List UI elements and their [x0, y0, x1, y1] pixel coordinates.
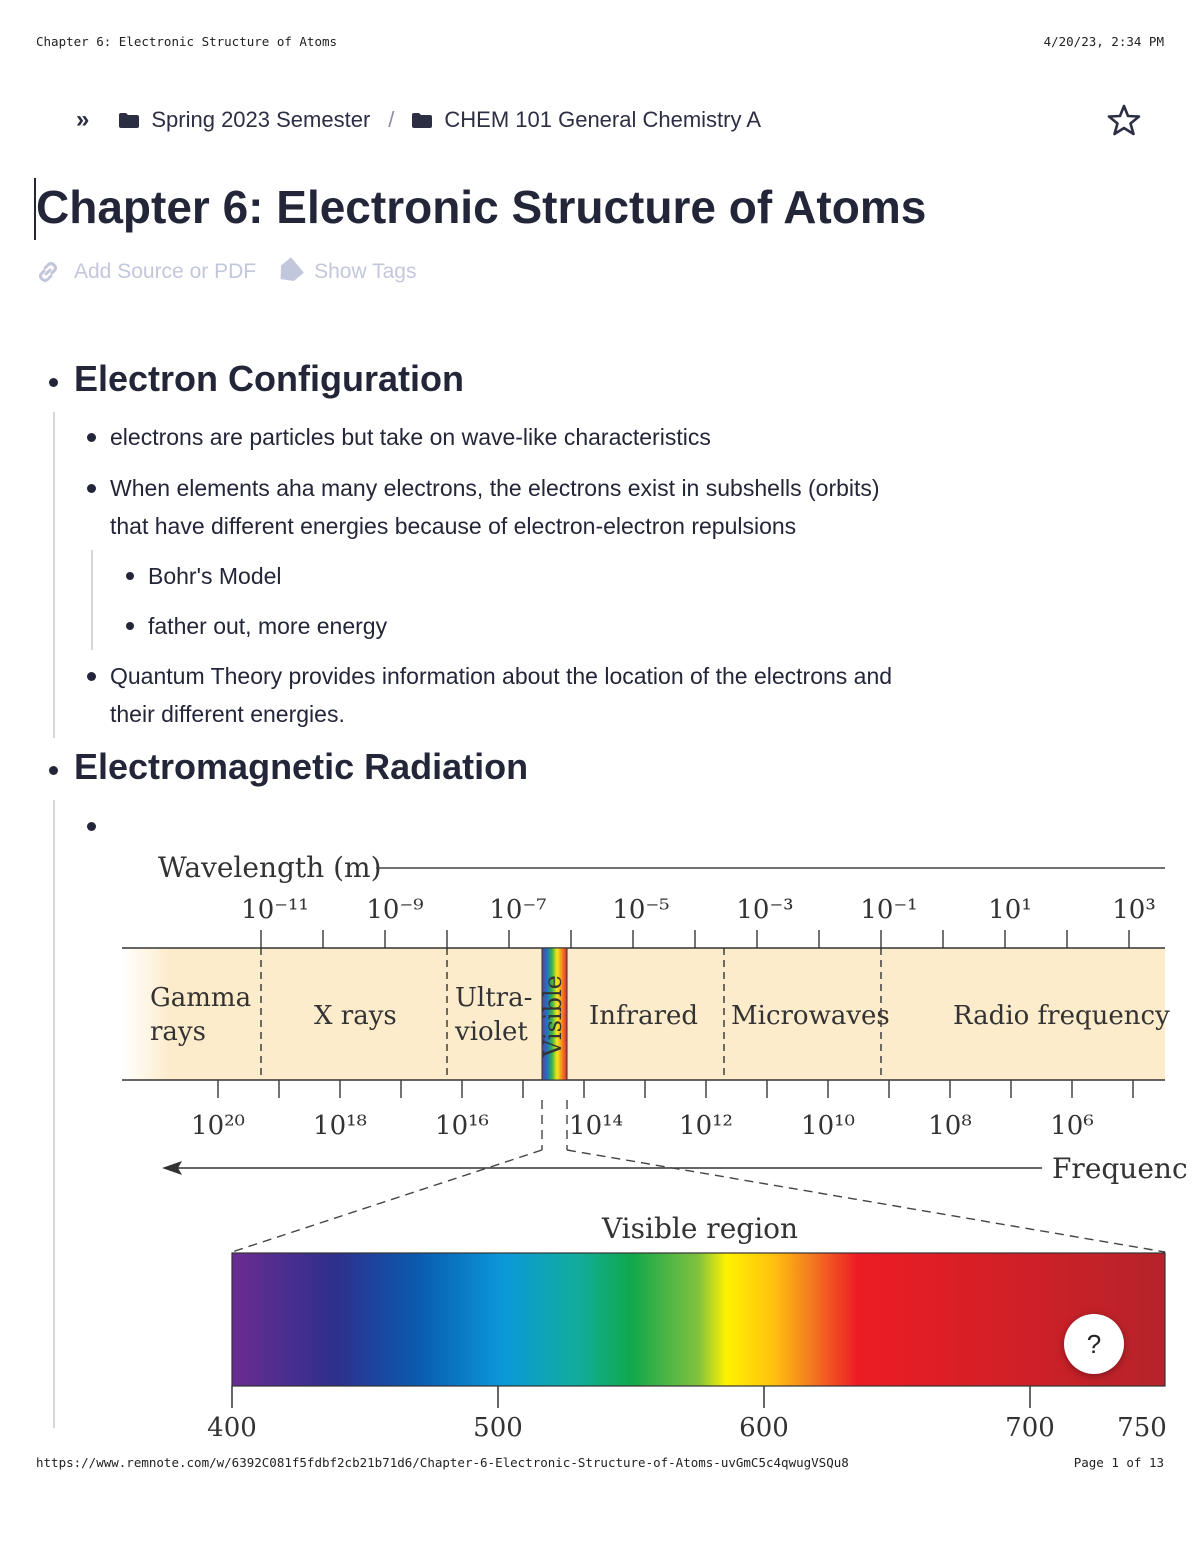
sub-bullet-text[interactable]: father out, more energy: [148, 613, 388, 639]
breadcrumb-separator: /: [388, 107, 395, 132]
region-label-gamma-line2: rays: [150, 1017, 206, 1047]
visible-tick-label: 700: [1005, 1413, 1055, 1443]
frequency-tick-marks: [218, 1080, 1133, 1098]
region-label-xrays: X rays: [314, 1001, 397, 1031]
print-footer-page: Page 1 of 13: [1073, 1455, 1164, 1470]
indent-guide: [53, 412, 55, 738]
page-title[interactable]: Chapter 6: Electronic Structure of Atoms: [36, 181, 927, 233]
visible-tick-label: 600: [739, 1413, 789, 1443]
frequency-tick-label: 10²⁰: [191, 1111, 245, 1141]
wavelength-tick-label: 10⁻¹: [860, 895, 918, 925]
section-heading-electron-configuration[interactable]: Electron Configuration: [74, 358, 464, 399]
link-icon: [36, 260, 60, 284]
frequency-axis-label: Frequenc: [1052, 1152, 1188, 1185]
show-tags-button[interactable]: [276, 260, 416, 284]
wavelength-tick-label: 10⁻¹¹: [241, 895, 309, 925]
star-icon[interactable]: [1106, 102, 1142, 138]
wavelength-tick-label: 10⁻⁹: [366, 895, 424, 925]
bullet-dot[interactable]: [126, 572, 134, 580]
bullet-dot[interactable]: [87, 672, 96, 681]
breadcrumb: [76, 104, 761, 136]
visible-tick-label: 500: [473, 1413, 523, 1443]
bullet-text-continued[interactable]: that have different energies because of electron-electron repulsions: [110, 513, 797, 539]
bullet-dot[interactable]: [49, 766, 58, 775]
visible-tick-label: 400: [207, 1413, 257, 1443]
breadcrumb-item-semester[interactable]: [119, 107, 370, 133]
wavelength-tick-label: 10⁻⁷: [489, 895, 547, 925]
folder-icon: [119, 113, 139, 128]
wavelength-axis-label: Wavelength (m): [158, 851, 382, 884]
frequency-tick-label: 10¹²: [679, 1111, 733, 1141]
bullet-dot[interactable]: [87, 484, 96, 493]
region-label-ultraviolet-line2: violet: [455, 1017, 528, 1047]
frequency-tick-label: 10¹⁶: [435, 1111, 489, 1141]
bullet-text[interactable]: Quantum Theory provides information about the location of the electrons and: [110, 663, 893, 689]
wavelength-ticks: [241, 895, 1156, 925]
frequency-tick-label: 10⁸: [928, 1111, 972, 1141]
wavelength-tick-marks: [261, 930, 1129, 948]
region-label-radio: Radio frequency: [953, 1001, 1170, 1031]
visible-ticks: [207, 1413, 1167, 1443]
help-button[interactable]: ?: [1064, 1314, 1124, 1374]
breadcrumb-label: CHEM 101 General Chemistry A: [444, 107, 762, 132]
wavelength-tick-label: 10⁻⁵: [612, 895, 670, 925]
add-source-button[interactable]: [36, 260, 256, 284]
visible-tick-marks: [232, 1386, 1030, 1408]
bullet-dot[interactable]: [87, 822, 96, 831]
wavelength-tick-label: 10¹: [988, 895, 1032, 925]
breadcrumb-item-course[interactable]: [412, 107, 761, 133]
print-header-title: Chapter 6: Electronic Structure of Atoms: [36, 34, 338, 49]
bullet-dot[interactable]: [87, 433, 96, 442]
visible-spectrum-bar: [232, 1253, 1165, 1386]
gamma-fade: [122, 948, 170, 1080]
frequency-tick-label: 10¹⁸: [313, 1111, 367, 1141]
visible-region-label: Visible region: [601, 1212, 799, 1245]
bullet-text[interactable]: electrons are particles but take on wave-like characteristics: [110, 424, 711, 450]
frequency-tick-label: 10¹⁴: [569, 1111, 623, 1141]
bullet-dot[interactable]: [126, 622, 134, 630]
electromagnetic-spectrum-figure: [0, 840, 1188, 1443]
expand-sidebar-icon[interactable]: »: [76, 106, 90, 133]
document-actions: [36, 260, 416, 284]
bullet-text-continued[interactable]: their different energies.: [110, 701, 345, 727]
sub-bullet-text[interactable]: Bohr's Model: [148, 563, 282, 589]
visible-tick-label: 750: [1117, 1413, 1167, 1443]
region-label-microwaves: Microwaves: [731, 1001, 890, 1031]
region-label-visible: Visible: [539, 975, 567, 1057]
print-header-datetime: 4/20/23, 2:34 PM: [1043, 34, 1164, 49]
tag-icon: [276, 260, 302, 284]
breadcrumb-label: Spring 2023 Semester: [151, 107, 371, 132]
region-label-gamma: Gamma: [150, 983, 252, 1013]
region-label-ultraviolet: Ultra-: [455, 983, 533, 1013]
wavelength-tick-label: 10⁻³: [736, 895, 794, 925]
section-heading-electromagnetic-radiation[interactable]: Electromagnetic Radiation: [74, 746, 529, 787]
wavelength-tick-label: 10³: [1112, 895, 1156, 925]
bullet-dot[interactable]: [49, 378, 58, 387]
frequency-tick-label: 10⁶: [1050, 1111, 1094, 1141]
frequency-tick-label: 10¹⁰: [801, 1111, 855, 1141]
bullet-text[interactable]: When elements aha many electrons, the electrons exist in subshells (orbits): [110, 475, 880, 501]
indent-guide: [91, 550, 93, 650]
add-source-label: Add Source or PDF: [74, 260, 257, 283]
print-footer-url: https://www.remnote.com/w/6392C081f5fdbf2cb21b71d6/Chapter-6-Electronic-Structure-of-Atoms-uvGmC5c4qwugVSQu8: [36, 1455, 849, 1470]
region-label-infrared: Infrared: [589, 1001, 699, 1031]
folder-icon: [412, 113, 432, 128]
frequency-ticks: [191, 1111, 1094, 1141]
show-tags-label: Show Tags: [314, 260, 417, 283]
